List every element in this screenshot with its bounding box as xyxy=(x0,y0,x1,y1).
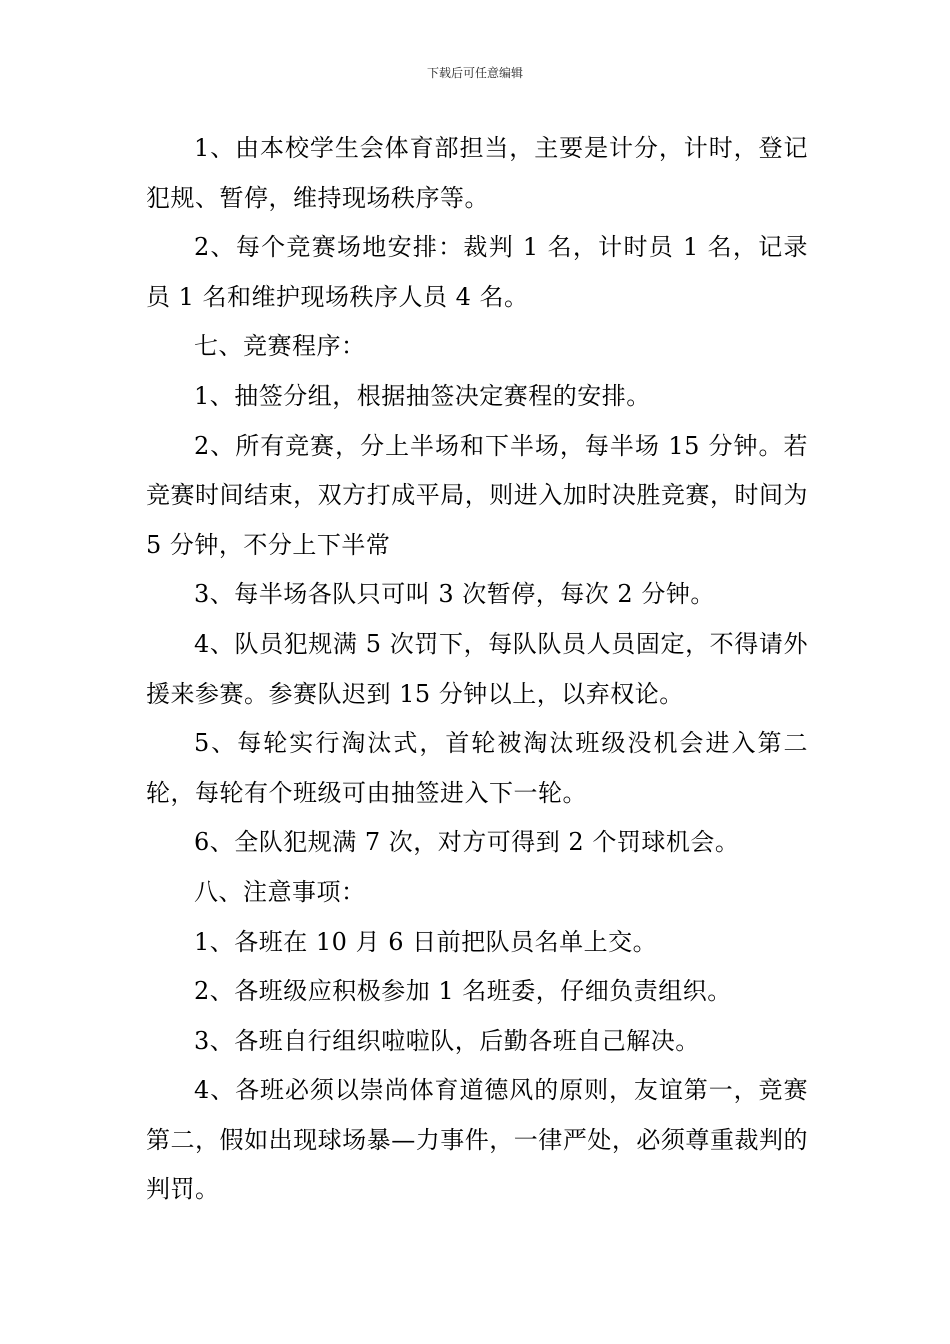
paragraph-2: 2、每个竞赛场地安排：裁判 1 名，计时员 1 名，记录员 1 名和维护现场秩序人员 4 名。 xyxy=(146,233,808,311)
paragraph-10: 2、各班级应积极参加 1 名班委，仔细负责组织。 xyxy=(194,977,732,1006)
paragraph-5: 3、每半场各队只可叫 3 次暂停，每次 2 分钟。 xyxy=(194,580,715,609)
paragraph-6: 4、队员犯规满 5 次罚下，每队队员人员固定，不得请外援来参赛。参赛队迟到 15 分钟以上，以弃权论。 xyxy=(146,629,808,708)
page-header: 下载后可任意编辑 xyxy=(426,66,523,80)
document-body xyxy=(146,124,808,1215)
section-heading-8: 八、注意事项： xyxy=(194,877,366,906)
paragraph-9: 1、各班在 10 月 6 日前把队员名单上交。 xyxy=(194,927,658,956)
paragraph-7: 5、每轮实行淘汰式，首轮被淘汰班级没机会进入第二轮，每轮有个班级可由抽签进入下一轮。 xyxy=(146,729,808,807)
section-heading-7: 七、竞赛程序： xyxy=(194,332,366,361)
paragraph-12: 4、各班必须以崇尚体育道德风的原则，友谊第一，竞赛第二，假如出现球场暴—力事件，一律严处，必须尊重裁判的判罚。 xyxy=(146,1076,808,1204)
paragraph-1: 1、由本校学生会体育部担当，主要是计分，计时，登记犯规、暂停，维持现场秩序等。 xyxy=(146,134,808,212)
paragraph-4: 2、所有竞赛，分上半场和下半场，每半场 15 分钟。若竞赛时间结束，双方打成平局，则进入加时决胜竞赛，时间为 5 分钟，不分上下半常 xyxy=(146,431,808,559)
paragraph-8: 6、全队犯规满 7 次，对方可得到 2 个罚球机会。 xyxy=(194,828,740,857)
paragraph-11: 3、各班自行组织啦啦队，后勤各班自己解决。 xyxy=(194,1026,700,1055)
paragraph-3: 1、抽签分组，根据抽签决定赛程的安排。 xyxy=(194,381,651,410)
